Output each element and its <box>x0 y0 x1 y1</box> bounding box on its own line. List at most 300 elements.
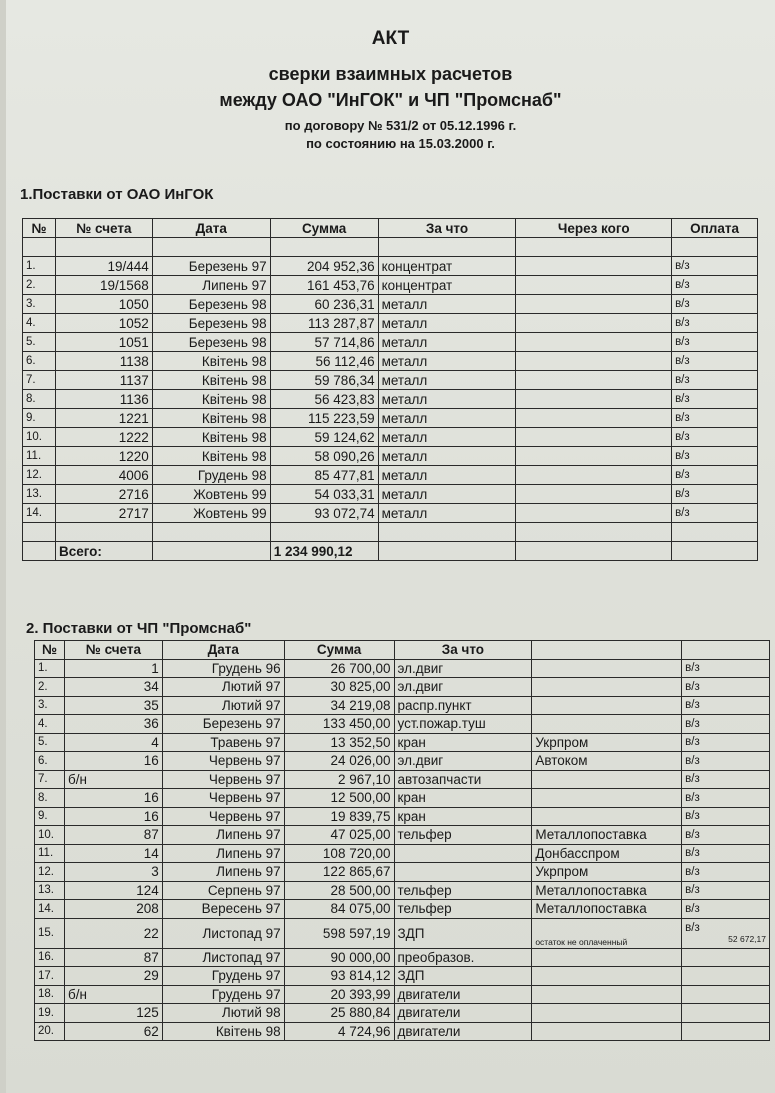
row-via <box>532 948 682 967</box>
table-row <box>23 428 758 447</box>
row-date: Липень 97 <box>162 826 284 845</box>
row-number: 2. <box>35 678 65 697</box>
total-sum: 1 234 990,12 <box>270 542 378 561</box>
row-payment: в/з <box>682 733 770 752</box>
row-what: эл.двиг <box>394 678 532 697</box>
col-invoice: № счета <box>55 219 152 238</box>
row-number: 2. <box>23 276 56 295</box>
row-what: ЗДП <box>394 918 532 948</box>
row-number: 14. <box>23 504 56 523</box>
table-row <box>35 900 770 919</box>
row-date: Липень 97 <box>152 276 270 295</box>
unpaid-note-value: 52 672,17 <box>728 934 766 944</box>
row-invoice: 3 <box>64 863 162 882</box>
row-payment: в/з <box>672 409 758 428</box>
row-sum: 12 500,00 <box>284 789 394 808</box>
row-via <box>532 789 682 808</box>
row-what: кран <box>394 789 532 808</box>
row-what: тельфер <box>394 900 532 919</box>
row-what: металл <box>378 428 516 447</box>
row-what: металл <box>378 390 516 409</box>
row-date: Липень 97 <box>162 844 284 863</box>
row-invoice: 1050 <box>55 295 152 314</box>
row-date: Березень 97 <box>162 715 284 734</box>
row-payment: в/з <box>672 390 758 409</box>
row-payment <box>682 918 770 948</box>
table-row <box>35 696 770 715</box>
row-via <box>516 428 672 447</box>
row-via <box>516 371 672 390</box>
row-via <box>532 1004 682 1023</box>
row-sum: 54 033,31 <box>270 485 378 504</box>
col2-number: № <box>35 641 65 660</box>
row-what: тельфер <box>394 826 532 845</box>
row-invoice: 1222 <box>55 428 152 447</box>
row-via: Укрпром <box>532 863 682 882</box>
row-invoice: 87 <box>64 826 162 845</box>
row-what <box>394 844 532 863</box>
row-number: 3. <box>35 696 65 715</box>
table-row <box>23 295 758 314</box>
row-number: 12. <box>23 466 56 485</box>
row-date: Серпень 97 <box>162 881 284 900</box>
section2-table <box>34 640 770 1041</box>
row-what: металл <box>378 466 516 485</box>
row-sum: 59 124,62 <box>270 428 378 447</box>
row-date: Березень 97 <box>152 257 270 276</box>
doc-subtitle: сверки взаимных расчетов <box>268 64 513 84</box>
row-sum: 34 219,08 <box>284 696 394 715</box>
row-sum: 56 112,46 <box>270 352 378 371</box>
table-row <box>23 504 758 523</box>
row-payment: в/з <box>682 900 770 919</box>
row-date: Березень 98 <box>152 314 270 333</box>
unpaid-note-label: остаток не оплаченный <box>535 936 628 947</box>
row-via: Металлопоставка <box>532 900 682 919</box>
row-via <box>532 659 682 678</box>
row-sum: 161 453,76 <box>270 276 378 295</box>
table-row <box>35 807 770 826</box>
row-via: Металлопоставка <box>532 826 682 845</box>
table-row <box>35 678 770 697</box>
row-date: Квітень 98 <box>152 409 270 428</box>
row-invoice: 35 <box>64 696 162 715</box>
table-row <box>23 485 758 504</box>
row-payment <box>682 948 770 967</box>
col2-sum: Сумма <box>284 641 394 660</box>
row-date: Квітень 98 <box>152 428 270 447</box>
row-invoice: 36 <box>64 715 162 734</box>
row-date: Червень 97 <box>162 770 284 789</box>
row-invoice: 87 <box>64 948 162 967</box>
row-invoice: 1136 <box>55 390 152 409</box>
row-sum: 598 597,19 <box>284 918 394 948</box>
row-invoice: 19/1568 <box>55 276 152 295</box>
section2-header-row <box>35 641 770 660</box>
row-invoice: 34 <box>64 678 162 697</box>
table-row <box>23 314 758 333</box>
row-number: 12. <box>35 863 65 882</box>
row-via <box>516 333 672 352</box>
row-sum: 20 393,99 <box>284 985 394 1004</box>
total-label: Всего: <box>55 542 152 561</box>
table-row <box>35 1022 770 1041</box>
row-what: тельфер <box>394 881 532 900</box>
row-via <box>516 504 672 523</box>
row-sum: 24 026,00 <box>284 752 394 771</box>
row-what: двигатели <box>394 1004 532 1023</box>
row-number: 5. <box>23 333 56 352</box>
row-number: 6. <box>23 352 56 371</box>
row-payment: в/з <box>682 659 770 678</box>
row-payment: в/з <box>682 863 770 882</box>
row-number: 9. <box>23 409 56 428</box>
table-row <box>35 918 770 948</box>
row-invoice: 19/444 <box>55 257 152 276</box>
row-via: Автоком <box>532 752 682 771</box>
row-payment: в/з <box>672 314 758 333</box>
row-number: 13. <box>35 881 65 900</box>
row-number: 7. <box>35 770 65 789</box>
row-payment: в/з <box>682 826 770 845</box>
row-payment: в/з <box>672 276 758 295</box>
row-sum: 122 865,67 <box>284 863 394 882</box>
row-invoice: 4 <box>64 733 162 752</box>
row-invoice: 16 <box>64 807 162 826</box>
row-payment: в/з <box>682 881 770 900</box>
row-what: эл.двиг <box>394 752 532 771</box>
row-number: 7. <box>23 371 56 390</box>
row-payment-value: в/з <box>685 922 700 934</box>
row-via <box>532 918 682 948</box>
row-number: 14. <box>35 900 65 919</box>
col-date: Дата <box>152 219 270 238</box>
row-number: 6. <box>35 752 65 771</box>
row-sum: 26 700,00 <box>284 659 394 678</box>
row-sum: 28 500,00 <box>284 881 394 900</box>
row-what: металл <box>378 409 516 428</box>
row-date: Лютий 97 <box>162 678 284 697</box>
row-payment: в/з <box>682 770 770 789</box>
row-invoice: 62 <box>64 1022 162 1041</box>
row-what: металл <box>378 485 516 504</box>
row-invoice: 2716 <box>55 485 152 504</box>
row-sum: 85 477,81 <box>270 466 378 485</box>
row-via <box>516 276 672 295</box>
row-what: металл <box>378 314 516 333</box>
row-sum: 93 072,74 <box>270 504 378 523</box>
row-date: Жовтень 99 <box>152 485 270 504</box>
row-payment <box>682 985 770 1004</box>
row-what: эл.двиг <box>394 659 532 678</box>
row-number: 16. <box>35 948 65 967</box>
row-date: Лютий 97 <box>162 696 284 715</box>
row-sum: 13 352,50 <box>284 733 394 752</box>
row-via <box>516 295 672 314</box>
doc-parties: между ОАО "ИнГОК" и ЧП "Промснаб" <box>219 90 562 110</box>
row-payment: в/з <box>672 333 758 352</box>
row-invoice: 14 <box>64 844 162 863</box>
row-sum: 133 450,00 <box>284 715 394 734</box>
row-invoice: 1138 <box>55 352 152 371</box>
row-payment <box>682 1022 770 1041</box>
row-payment: в/з <box>672 466 758 485</box>
table-row <box>23 257 758 276</box>
row-date: Червень 97 <box>162 807 284 826</box>
doc-title: АКТ <box>371 28 410 49</box>
row-payment <box>682 967 770 986</box>
doc-as-of: по состоянию на 15.03.2000 г. <box>306 136 495 151</box>
row-number: 4. <box>23 314 56 333</box>
row-via <box>532 715 682 734</box>
row-date: Травень 97 <box>162 733 284 752</box>
row-what <box>394 863 532 882</box>
row-via <box>532 807 682 826</box>
table-row <box>35 948 770 967</box>
row-via: Укрпром <box>532 733 682 752</box>
row-number: 9. <box>35 807 65 826</box>
section1-header-row <box>23 219 758 238</box>
row-invoice: 1221 <box>55 409 152 428</box>
row-sum: 57 714,86 <box>270 333 378 352</box>
row-invoice: 208 <box>64 900 162 919</box>
row-sum: 204 952,36 <box>270 257 378 276</box>
row-date: Липень 97 <box>162 863 284 882</box>
row-via <box>532 967 682 986</box>
col-sum: Сумма <box>270 219 378 238</box>
row-invoice: 124 <box>64 881 162 900</box>
row-date: Грудень 97 <box>162 967 284 986</box>
row-sum: 113 287,87 <box>270 314 378 333</box>
table-row <box>23 371 758 390</box>
row-sum: 56 423,83 <box>270 390 378 409</box>
row-date: Квітень 98 <box>152 371 270 390</box>
row-via <box>516 485 672 504</box>
row-what: металл <box>378 504 516 523</box>
row-invoice: 16 <box>64 789 162 808</box>
row-sum: 115 223,59 <box>270 409 378 428</box>
row-invoice: 29 <box>64 967 162 986</box>
table-row <box>35 733 770 752</box>
row-date: Березень 98 <box>152 333 270 352</box>
table-row <box>35 985 770 1004</box>
row-sum: 4 724,96 <box>284 1022 394 1041</box>
row-sum: 90 000,00 <box>284 948 394 967</box>
row-sum: 84 075,00 <box>284 900 394 919</box>
row-date: Лютий 98 <box>162 1004 284 1023</box>
table-row <box>35 659 770 678</box>
col2-what: За что <box>394 641 532 660</box>
table-row <box>23 447 758 466</box>
row-payment: в/з <box>672 447 758 466</box>
row-invoice: 4006 <box>55 466 152 485</box>
row-sum: 58 090,26 <box>270 447 378 466</box>
row-what: ЗДП <box>394 967 532 986</box>
row-what: металл <box>378 352 516 371</box>
row-number: 18. <box>35 985 65 1004</box>
row-via <box>532 985 682 1004</box>
row-via <box>516 447 672 466</box>
row-what: концентрат <box>378 257 516 276</box>
row-invoice: б/н <box>64 770 162 789</box>
row-date: Грудень 98 <box>152 466 270 485</box>
row-what: двигатели <box>394 985 532 1004</box>
row-date: Червень 97 <box>162 789 284 808</box>
col-payment: Оплата <box>672 219 758 238</box>
row-via <box>532 678 682 697</box>
row-sum: 30 825,00 <box>284 678 394 697</box>
row-payment: в/з <box>672 504 758 523</box>
table-row <box>35 770 770 789</box>
row-invoice: 22 <box>64 918 162 948</box>
section2-title: 2. Поставки от ЧП "Промснаб" <box>26 620 252 637</box>
table-row <box>23 352 758 371</box>
table-row <box>35 826 770 845</box>
row-date: Вересень 97 <box>162 900 284 919</box>
col2-via <box>532 641 682 660</box>
row-number: 1. <box>35 659 65 678</box>
row-date: Квітень 98 <box>152 352 270 371</box>
row-invoice: 1 <box>64 659 162 678</box>
row-what: двигатели <box>394 1022 532 1041</box>
row-what: металл <box>378 447 516 466</box>
table-row <box>35 752 770 771</box>
row-number: 8. <box>23 390 56 409</box>
col-what: За что <box>378 219 516 238</box>
row-sum: 108 720,00 <box>284 844 394 863</box>
row-sum: 19 839,75 <box>284 807 394 826</box>
row-date: Червень 97 <box>162 752 284 771</box>
row-invoice: 1052 <box>55 314 152 333</box>
row-invoice: 1137 <box>55 371 152 390</box>
col2-payment <box>682 641 770 660</box>
row-what: преобразов. <box>394 948 532 967</box>
row-number: 11. <box>23 447 56 466</box>
row-number: 8. <box>35 789 65 808</box>
table-row <box>23 466 758 485</box>
row-date: Березень 98 <box>152 295 270 314</box>
row-number: 17. <box>35 967 65 986</box>
row-number: 15. <box>35 918 65 948</box>
col2-date: Дата <box>162 641 284 660</box>
section1-total-row <box>23 542 758 561</box>
row-invoice: 125 <box>64 1004 162 1023</box>
row-payment: в/з <box>672 371 758 390</box>
row-via <box>532 770 682 789</box>
row-sum: 47 025,00 <box>284 826 394 845</box>
row-payment: в/з <box>682 789 770 808</box>
row-payment: в/з <box>672 352 758 371</box>
doc-contract: по договору № 531/2 от 05.12.1996 г. <box>284 118 517 133</box>
row-what: кран <box>394 807 532 826</box>
section1-spacer-row-bottom <box>23 523 758 542</box>
row-via <box>516 409 672 428</box>
row-payment: в/з <box>672 257 758 276</box>
row-date: Квітень 98 <box>162 1022 284 1041</box>
section1-spacer-row <box>23 238 758 257</box>
row-invoice: 1220 <box>55 447 152 466</box>
row-invoice: 16 <box>64 752 162 771</box>
table-row <box>35 967 770 986</box>
row-what: уст.пожар.туш <box>394 715 532 734</box>
row-number: 4. <box>35 715 65 734</box>
row-what: автозапчасти <box>394 770 532 789</box>
table-row <box>35 715 770 734</box>
table-row <box>23 390 758 409</box>
row-via <box>516 466 672 485</box>
row-number: 19. <box>35 1004 65 1023</box>
row-number: 20. <box>35 1022 65 1041</box>
col2-invoice: № счета <box>64 641 162 660</box>
row-payment: в/з <box>672 295 758 314</box>
row-what: кран <box>394 733 532 752</box>
table-row <box>35 789 770 808</box>
row-payment: в/з <box>682 844 770 863</box>
row-via <box>516 390 672 409</box>
section1-title: 1.Поставки от ОАО ИнГОК <box>20 186 214 203</box>
row-via <box>516 314 672 333</box>
row-what: металл <box>378 333 516 352</box>
table-row <box>35 1004 770 1023</box>
row-payment: в/з <box>672 485 758 504</box>
row-invoice: б/н <box>64 985 162 1004</box>
row-payment: в/з <box>682 715 770 734</box>
row-payment: в/з <box>682 807 770 826</box>
row-sum: 25 880,84 <box>284 1004 394 1023</box>
col-number: № <box>23 219 56 238</box>
table-row <box>35 844 770 863</box>
table-row <box>23 409 758 428</box>
row-what: металл <box>378 371 516 390</box>
section1-table <box>22 218 758 561</box>
row-via <box>532 1022 682 1041</box>
row-what: распр.пункт <box>394 696 532 715</box>
document-page <box>6 0 775 1093</box>
row-number: 5. <box>35 733 65 752</box>
table-row <box>35 881 770 900</box>
row-payment: в/з <box>672 428 758 447</box>
col-via: Через кого <box>516 219 672 238</box>
row-via: Металлопоставка <box>532 881 682 900</box>
row-sum: 59 786,34 <box>270 371 378 390</box>
row-number: 3. <box>23 295 56 314</box>
row-sum: 60 236,31 <box>270 295 378 314</box>
row-via: Донбасспром <box>532 844 682 863</box>
row-invoice: 2717 <box>55 504 152 523</box>
row-payment <box>682 1004 770 1023</box>
table-row <box>23 276 758 295</box>
row-number: 10. <box>23 428 56 447</box>
row-date: Грудень 97 <box>162 985 284 1004</box>
row-number: 11. <box>35 844 65 863</box>
row-via <box>516 257 672 276</box>
row-date: Листопад 97 <box>162 918 284 948</box>
row-number: 1. <box>23 257 56 276</box>
row-via <box>516 352 672 371</box>
table-row <box>35 863 770 882</box>
row-invoice: 1051 <box>55 333 152 352</box>
row-number: 13. <box>23 485 56 504</box>
row-date: Грудень 96 <box>162 659 284 678</box>
table-row <box>23 333 758 352</box>
row-payment: в/з <box>682 696 770 715</box>
row-payment: в/з <box>682 678 770 697</box>
row-payment: в/з <box>682 752 770 771</box>
row-what: металл <box>378 295 516 314</box>
row-number: 10. <box>35 826 65 845</box>
row-sum: 93 814,12 <box>284 967 394 986</box>
row-date: Листопад 97 <box>162 948 284 967</box>
